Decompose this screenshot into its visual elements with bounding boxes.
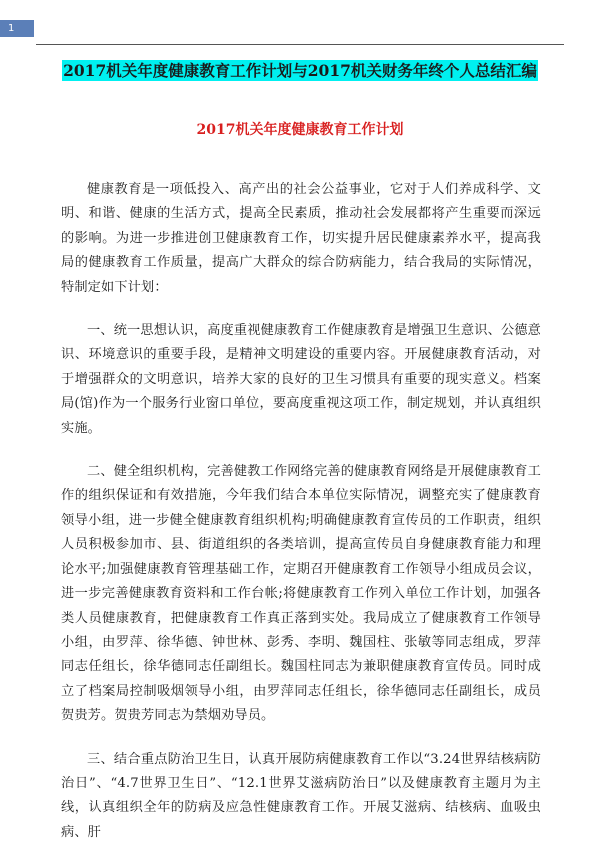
- paragraph-section-3: 三、结合重点防治卫生日，认真开展防病健康教育工作以“3.24世界结核病防治日”、“4.7世界卫生日”、“12.1世界艾滋病防治日”以及健康教育主题月为主线，认真组织全年的防病及应急性健康教育工作。开展艾滋病、结核病、血吸虫病、肝: [61, 751, 541, 840]
- paragraph-section-2: 二、健全组织机构，完善健教工作网络完善的健康教育网络是开展健康教育工作的组织保证和有效措施，今年我们结合本单位实际情况，调整充实了健康教育领导小组，进一步健全健康教育组织机构;明确健康教育宣传员的工作职责，组织人员积极参加市、县、街道组织的各类培训，提高宣传员自身健康教育能力和理论水平;加强健康教育管理基础工作，定期召开健康教育工作领导小组成员会议，进一步完善健康教育资料和工作台帐;将健康教育工作列入单位工作计划，加强各类人员健康教育，把健康教育工作真正落到实处。我局成立了健康教育工作领导小组，由罗萍、徐华德、钟世林、彭秀、李明、魏国柱、张敏等同志组成，罗萍同志任组长，徐华德同志任副组长。魏国柱同志为兼职健康教育宣传员。同时成立了档案局控制吸烟领导小组，由罗萍同志任组长，徐华德同志任副组长，成员贺贵芳。贺贵芳同志为禁烟劝导员。: [61, 464, 541, 724]
- document-main-title: [0, 60, 600, 82]
- paragraph-section-1: 一、统一思想认识，高度重视健康教育工作健康教育是增强卫生意识、公德意识、环境意识的重要手段，是精神文明建设的重要内容。开展健康教育活动，对于增强群众的文明意识，培养大家的良好的卫生习惯具有重要的现实意义。档案局(馆)作为一个服务行业窗口单位，要高度重视这项工作，制定规划，并认真组织实施。: [61, 323, 541, 436]
- document-sub-title: 2017机关年度健康教育工作计划: [196, 122, 404, 138]
- page-number-badge: 1: [0, 20, 34, 37]
- header-divider: [36, 44, 564, 45]
- main-title-text: 2017机关年度健康教育工作计划与2017机关财务年终个人总结汇编: [63, 61, 537, 80]
- paragraph-intro: 健康教育是一项低投入、高产出的社会公益事业，它对于人们养成科学、文明、和谐、健康的生活方式，提高全民素质，推动社会发展都将产生重要而深远的影响。为进一步推进创卫健康教育工作，切实提升居民健康素养水平，提高我局的健康教育工作质量，提高广大群众的综合防病能力，结合我局的实际情况，特制定如下计划：: [61, 182, 541, 295]
- document-body: [61, 178, 541, 864]
